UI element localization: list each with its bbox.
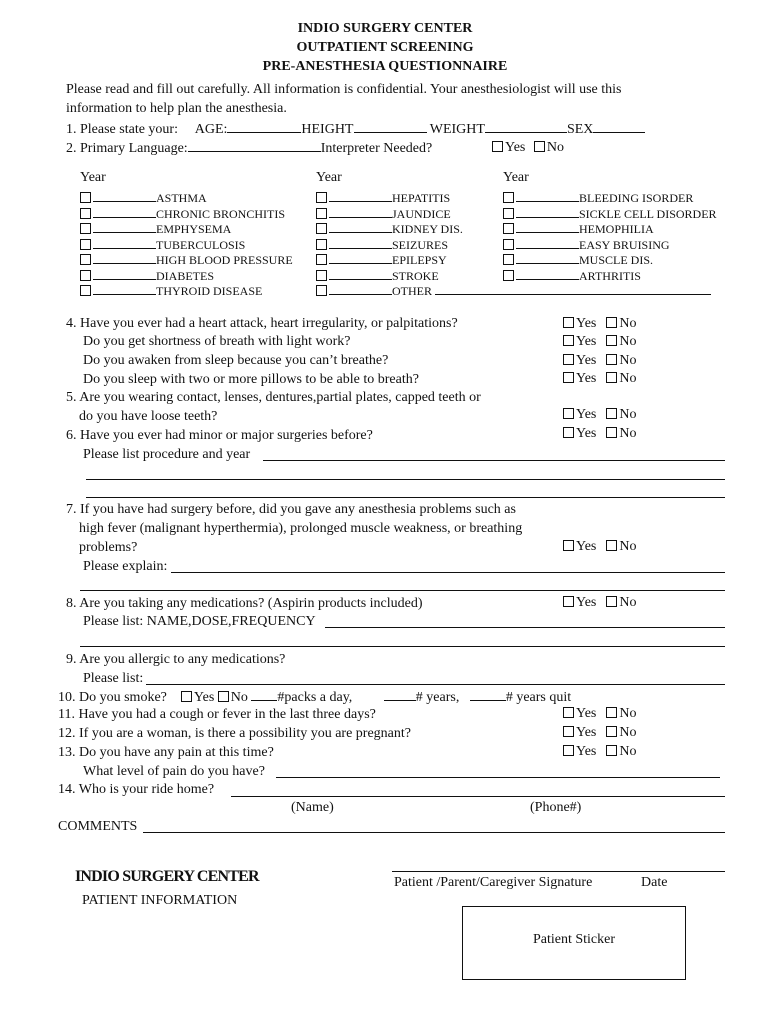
q8-yes-no (563, 595, 637, 611)
no-label: No (619, 706, 637, 721)
patient-information-label: PATIENT INFORMATION (82, 893, 238, 908)
q7-no-checkbox[interactable] (606, 540, 617, 551)
condition-year-field[interactable] (93, 269, 156, 280)
question-5b: do you have loose teeth? (79, 409, 218, 424)
condition-label: TUBERCULOSIS (156, 237, 246, 252)
condition-year-field[interactable] (516, 222, 579, 233)
q4-yes-checkbox[interactable] (563, 317, 574, 328)
yes-label: Yes (576, 539, 597, 554)
condition-label: CHRONIC BRONCHITIS (156, 206, 286, 221)
pain-level-line[interactable] (276, 777, 720, 778)
question-10 (58, 689, 571, 706)
q6-list-text: Please list procedure and year (83, 447, 251, 462)
question-6-list-label (83, 447, 250, 463)
question-6: 6. Have you ever had minor or major surgeries before? (66, 428, 373, 443)
condition-label: ARTHRITIS (579, 268, 641, 283)
interpreter-yes-checkbox[interactable] (492, 141, 503, 152)
condition-checkbox[interactable] (80, 270, 91, 281)
comments-label: COMMENTS (58, 819, 138, 834)
q4-no-checkbox[interactable] (606, 317, 617, 328)
condition-label: HIGH BLOOD PRESSURE (156, 253, 293, 267)
condition-label: SICKLE CELL DISORDER (579, 206, 717, 221)
primary-language-field[interactable] (188, 140, 321, 152)
interpreter-no-checkbox[interactable] (534, 141, 545, 152)
condition-label: EASY BRUISING (579, 237, 670, 252)
condition-checkbox[interactable] (503, 254, 514, 265)
condition-year-field[interactable] (93, 207, 156, 218)
years-quit-field[interactable] (470, 689, 506, 701)
yes-label: Yes (576, 744, 597, 759)
condition-label: KIDNEY DIS. (392, 222, 463, 236)
yes-label: Yes (576, 371, 597, 386)
question-4c: Do you sleep with two or more pillows to be able to breath? (83, 372, 419, 387)
condition-year-field[interactable] (516, 191, 579, 202)
date-label: Date (641, 875, 668, 890)
q7-explain-label: Please explain: (83, 559, 168, 574)
years-label: # years, (415, 690, 460, 705)
condition-year-field[interactable] (93, 238, 156, 249)
q4a-yes-checkbox[interactable] (563, 335, 574, 346)
interpreter-yes-no (492, 140, 564, 156)
sex-field[interactable] (593, 121, 645, 133)
condition-row (80, 191, 293, 207)
q4c-yes-checkbox[interactable] (563, 372, 574, 383)
q8-list-line-2[interactable] (80, 646, 725, 647)
condition-checkbox[interactable] (316, 285, 327, 296)
question-11: 11. Have you had a cough or fever in the last three days? (58, 707, 376, 722)
q4b-yes-no (563, 353, 637, 369)
smoke-no-checkbox[interactable] (218, 691, 229, 702)
sex-label: SEX (566, 122, 594, 137)
condition-label: STROKE (392, 268, 439, 283)
question-7c: problems? (79, 540, 138, 555)
q4c-no-checkbox[interactable] (606, 372, 617, 383)
condition-year-field[interactable] (516, 269, 579, 280)
height-label: HEIGHT (301, 122, 354, 137)
question-1 (66, 121, 645, 138)
years-smoked-field[interactable] (384, 689, 416, 701)
condition-year-field[interactable] (93, 191, 156, 202)
question-14: 14. Who is your ride home? (58, 782, 215, 797)
condition-row (503, 238, 717, 254)
condition-label: BLEEDING ISORDER (579, 191, 694, 205)
interpreter-label: Interpreter Needed? (320, 141, 433, 156)
question-7a: 7. If you have had surgery before, did you gave any anesthesia problems such as (66, 502, 516, 517)
yes-label: Yes (193, 690, 215, 705)
interpreter-no-label: No (546, 140, 564, 155)
condition-row (503, 191, 717, 207)
yes-label: Yes (576, 407, 597, 422)
form-title-line3: PRE-ANESTHESIA QUESTIONNAIRE (262, 59, 508, 74)
no-label: No (619, 353, 637, 368)
q9-list-line[interactable] (146, 684, 725, 685)
condition-label: HEPATITIS (392, 191, 451, 205)
question-8: 8. Are you taking any medications? (Aspirin products included) (66, 596, 423, 611)
year-header-col2: Year (316, 170, 342, 185)
q12-yes-no (563, 725, 637, 741)
condition-label: JAUNDICE (392, 206, 451, 221)
condition-label: EMPHYSEMA (156, 222, 232, 236)
condition-row (80, 238, 293, 254)
q5-yes-checkbox[interactable] (563, 408, 574, 419)
condition-checkbox[interactable] (80, 254, 91, 265)
q4-yes-no (563, 316, 637, 332)
q4a-yes-no (563, 334, 637, 350)
signature-label: Patient /Parent/Caregiver Signature (394, 875, 593, 890)
age-label: AGE: (194, 122, 228, 137)
q6-yes-checkbox[interactable] (563, 427, 574, 438)
no-label: No (619, 426, 637, 441)
question-4: 4. Have you ever had a heart attack, heart irregularity, or palpitations? (66, 316, 458, 331)
condition-checkbox[interactable] (316, 239, 327, 250)
interpreter-yes-label: Yes (505, 140, 526, 155)
signature-line[interactable] (392, 871, 725, 872)
center-name-logo: INDIO SURGERY CENTER (75, 868, 259, 885)
conditions-column-1 (80, 191, 293, 300)
condition-checkbox[interactable] (80, 208, 91, 219)
condition-label: EPILEPSY (392, 253, 447, 267)
yes-label: Yes (576, 353, 597, 368)
condition-row (503, 253, 717, 269)
condition-year-field[interactable] (516, 238, 579, 249)
question-2 (66, 140, 432, 157)
yes-label: Yes (576, 426, 597, 441)
condition-checkbox[interactable] (80, 192, 91, 203)
form-title-line2: OUTPATIENT SCREENING (296, 40, 474, 55)
weight-label: WEIGHT (429, 122, 485, 137)
no-label: No (619, 371, 637, 386)
condition-checkbox[interactable] (316, 192, 327, 203)
condition-label: ASTHMA (156, 191, 207, 205)
q13-yes-no (563, 744, 637, 760)
patient-sticker-label: Patient Sticker (532, 932, 616, 947)
year-header-col3: Year (503, 170, 529, 185)
no-label: No (619, 407, 637, 422)
no-label: No (230, 690, 248, 705)
condition-checkbox[interactable] (316, 208, 327, 219)
q5-yes-no (563, 407, 637, 423)
packs-label: #packs a day, (277, 690, 353, 705)
q6-answer-line-3[interactable] (86, 497, 725, 498)
condition-label-other: OTHER (392, 284, 432, 298)
no-label: No (619, 744, 637, 759)
condition-label: THYROID DISEASE (156, 284, 263, 298)
condition-label: DIABETES (156, 268, 214, 283)
q2-prefix: 2. Primary Language: (66, 141, 188, 156)
q6-answer-line-1[interactable] (263, 460, 725, 461)
yes-label: Yes (576, 725, 597, 740)
q6-no-checkbox[interactable] (606, 427, 617, 438)
q8-no-checkbox[interactable] (606, 596, 617, 607)
question-9: 9. Are you allergic to any medications? (66, 652, 286, 667)
no-label: No (619, 334, 637, 349)
condition-checkbox[interactable] (503, 223, 514, 234)
weight-field[interactable] (485, 121, 567, 133)
condition-checkbox[interactable] (316, 223, 327, 234)
intro-text-line1: Please read and fill out carefully. All information is confidential. Your anesthesiologist will use this (66, 82, 622, 97)
comments-line[interactable] (143, 832, 725, 833)
condition-checkbox[interactable] (316, 270, 327, 281)
condition-row (80, 269, 293, 285)
q4a-no-checkbox[interactable] (606, 335, 617, 346)
q1-prefix: 1. Please state your: (66, 122, 178, 137)
q12-yes-checkbox[interactable] (563, 726, 574, 737)
smoke-yes-checkbox[interactable] (181, 691, 192, 702)
condition-row (316, 284, 711, 300)
question-5a: 5. Are you wearing contact, lenses, dentures,partial plates, capped teeth or (66, 390, 481, 405)
no-label: No (619, 595, 637, 610)
q9-list-label: Please list: (83, 671, 144, 686)
q6-answer-line-2[interactable] (86, 479, 725, 480)
no-label: No (619, 725, 637, 740)
conditions-column-3 (503, 191, 717, 284)
condition-row (80, 207, 293, 223)
q7-explain-line-2[interactable] (80, 590, 725, 591)
question-7b: high fever (malignant hyperthermia), prolonged muscle weakness, or breathing (79, 521, 523, 536)
q4b-no-checkbox[interactable] (606, 354, 617, 365)
condition-checkbox[interactable] (503, 270, 514, 281)
condition-year-field[interactable] (329, 207, 392, 218)
years-quit-label: # years quit (505, 690, 572, 705)
form-title-line1: INDIO SURGERY CENTER (297, 21, 473, 36)
yes-label: Yes (576, 706, 597, 721)
condition-year-field[interactable] (329, 191, 392, 202)
q4c-yes-no (563, 371, 637, 387)
question-4b: Do you awaken from sleep because you can’t breathe? (83, 353, 389, 368)
condition-checkbox[interactable] (80, 239, 91, 250)
condition-row (503, 222, 717, 238)
q6-yes-no (563, 426, 637, 442)
condition-checkbox[interactable] (503, 239, 514, 250)
q11-no-checkbox[interactable] (606, 707, 617, 718)
condition-year-field[interactable] (516, 207, 579, 218)
condition-checkbox[interactable] (80, 223, 91, 234)
condition-row (503, 269, 717, 285)
q12-no-checkbox[interactable] (606, 726, 617, 737)
condition-year-field[interactable] (93, 222, 156, 233)
q8-list-line-1[interactable] (325, 627, 725, 628)
q8-yes-checkbox[interactable] (563, 596, 574, 607)
q11-yes-no (563, 706, 637, 722)
condition-row (503, 207, 717, 223)
condition-checkbox[interactable] (316, 254, 327, 265)
condition-year-field[interactable] (329, 284, 392, 295)
condition-checkbox[interactable] (80, 285, 91, 296)
packs-per-day-field[interactable] (251, 689, 277, 701)
question-4a: Do you get shortness of breath with light work? (83, 334, 351, 349)
other-condition-field[interactable] (435, 284, 711, 295)
q8-list-label: Please list: NAME,DOSE,FREQUENCY (83, 614, 316, 629)
q7-yes-checkbox[interactable] (563, 540, 574, 551)
year-header-col1: Year (80, 170, 106, 185)
q13-no-checkbox[interactable] (606, 745, 617, 756)
intro-text-line2: information to help plan the anesthesia. (66, 101, 287, 116)
age-field[interactable] (227, 121, 301, 133)
q7-explain-line-1[interactable] (171, 572, 725, 573)
yes-label: Yes (576, 595, 597, 610)
condition-year-field[interactable] (329, 253, 392, 264)
condition-row (80, 284, 293, 300)
q4b-yes-checkbox[interactable] (563, 354, 574, 365)
condition-year-field[interactable] (93, 253, 156, 264)
ride-home-line[interactable] (231, 796, 725, 797)
q7-yes-no (563, 539, 637, 555)
yes-label: Yes (576, 316, 597, 331)
no-label: No (619, 316, 637, 331)
condition-label: MUSCLE DIS. (579, 253, 654, 267)
ride-phone-label: (Phone#) (530, 800, 582, 815)
condition-year-field[interactable] (329, 222, 392, 233)
condition-year-field[interactable] (516, 253, 579, 264)
condition-year-field[interactable] (93, 284, 156, 295)
q13-pain-level-label: What level of pain do you have? (83, 764, 265, 779)
q11-yes-checkbox[interactable] (563, 707, 574, 718)
question-12: 12. If you are a woman, is there a possibility you are pregnant? (58, 726, 412, 741)
patient-sticker-box (462, 906, 686, 980)
condition-checkbox[interactable] (503, 208, 514, 219)
condition-label: HEMOPHILIA (579, 222, 654, 236)
condition-row (80, 253, 293, 269)
yes-label: Yes (576, 334, 597, 349)
height-field[interactable] (354, 121, 427, 133)
condition-year-field[interactable] (329, 269, 392, 280)
condition-label: SEIZURES (392, 237, 449, 252)
q13-yes-checkbox[interactable] (563, 745, 574, 756)
condition-year-field[interactable] (329, 238, 392, 249)
no-label: No (619, 539, 637, 554)
condition-checkbox[interactable] (503, 192, 514, 203)
ride-name-label: (Name) (291, 800, 334, 815)
question-13: 13. Do you have any pain at this time? (58, 745, 274, 760)
q5-no-checkbox[interactable] (606, 408, 617, 419)
condition-row (80, 222, 293, 238)
q10-text: 10. Do you smoke? (58, 690, 167, 705)
